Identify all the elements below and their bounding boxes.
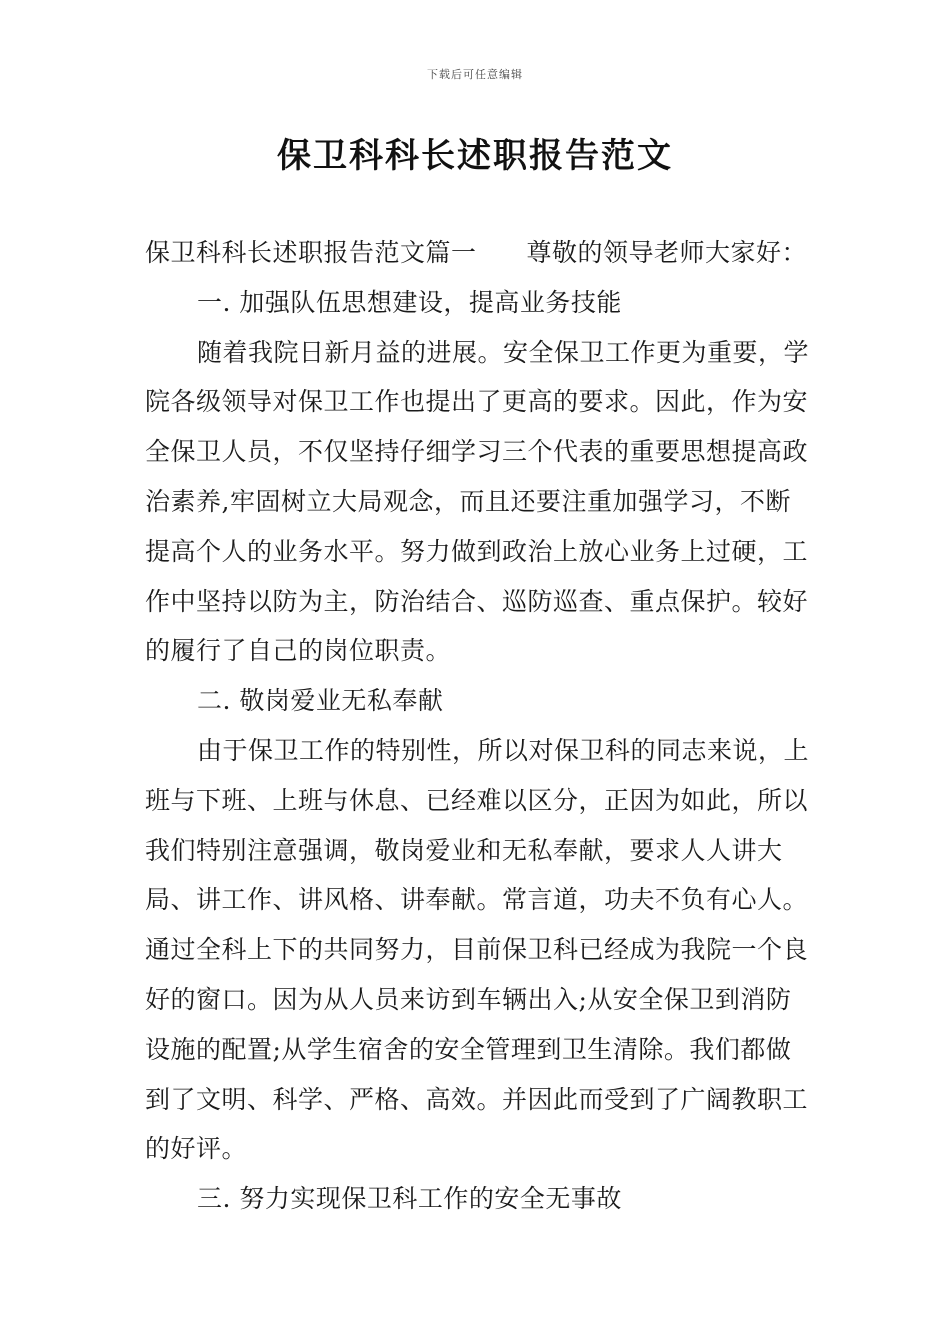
paragraph-2: 由于保卫工作的特别性，所以对保卫科的同志来说，上班与下班、上班与休息、已经难以区分，正因为如此，所以我们特别注意强调，敬岗爱业和无私奉献，要求人人讲大局、讲工作、讲风格、讲奉献。常言道，功夫不负有心人。通过全科上下的共同努力，目前保卫科已经成为我院一个良好的窗口。因为从人员来访到车辆出入;从安全保卫到消防设施的配置;从学生宿舍的安全管理到卫生清除。我们都做到了文明、科学、严格、高效。并因此而受到了广阔教职工的好评。 <box>145 735 810 1164</box>
section-heading-1: 一. 加强队伍思想建设，提高业务技能 <box>197 287 622 317</box>
intro-line <box>145 228 815 278</box>
article-label: 保卫科科长述职报告范文篇一 <box>145 238 477 267</box>
document-body <box>145 228 815 1224</box>
header-note: 下载后可任意编辑 <box>427 68 523 81</box>
paragraph-1: 随着我院日新月益的进展。安全保卫工作更为重要，学院各级领导对保卫工作也提出了更高的要求。因此，作为安全保卫人员，不仅坚持仔细学习三个代表的重要思想提高政治素养,牢固树立大局观念，而且还要注重加强学习，不断提高个人的业务水平。努力做到政治上放心业务上过硬，工作中坚持以防为主，防治结合、巡防巡查、重点保护。较好的履行了自己的岗位职责。 <box>145 337 810 666</box>
document-title: 保卫科科长述职报告范文 <box>277 136 673 176</box>
greeting: 尊敬的领导老师大家好： <box>526 238 808 267</box>
section-heading-2: 二. 敬岗爱业无私奉献 <box>197 686 444 716</box>
section-heading-3: 三. 努力实现保卫科工作的安全无事故 <box>197 1184 622 1214</box>
